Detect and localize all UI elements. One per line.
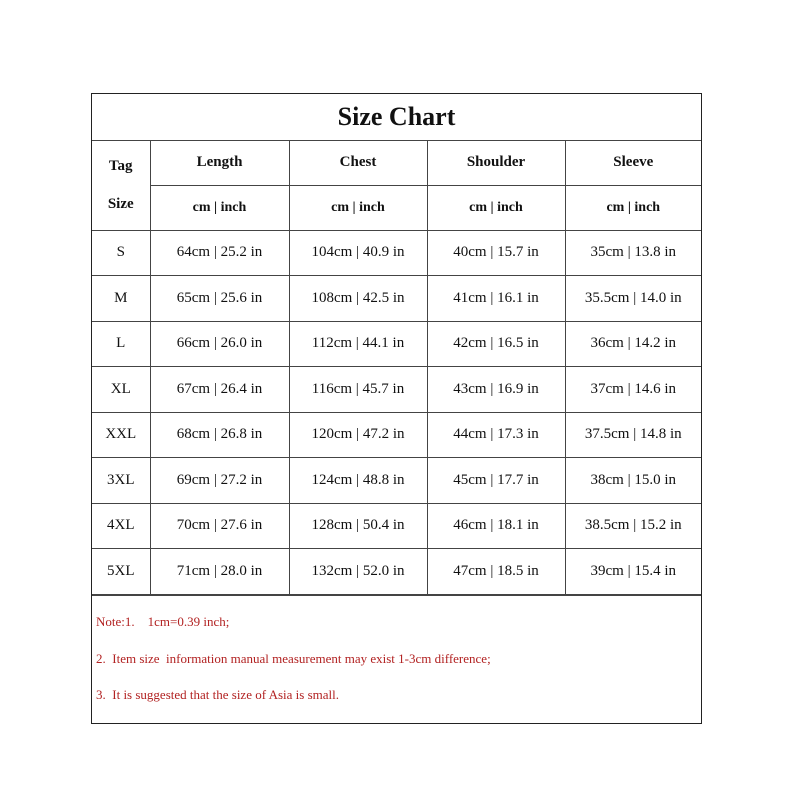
tag-size-header: [92, 140, 150, 230]
size-table: [92, 94, 701, 595]
length-cell: 64cm | 25.2 in: [150, 230, 289, 276]
chest-cell: 104cm | 40.9 in: [289, 230, 427, 276]
size-cell: M: [92, 276, 150, 322]
chest-cell: 116cm | 45.7 in: [289, 367, 427, 413]
unit-label-shoulder: cm | inch: [427, 185, 565, 230]
table-row: [92, 276, 701, 322]
note-1: Note:1. 1cm=0.39 inch;: [96, 613, 230, 629]
unit-label-sleeve: cm | inch: [565, 185, 701, 230]
chest-cell: 132cm | 52.0 in: [289, 549, 427, 595]
size-cell: XL: [92, 367, 150, 413]
unit-label-length: cm | inch: [150, 185, 289, 230]
length-cell: 69cm | 27.2 in: [150, 458, 289, 504]
table-row: [92, 230, 701, 276]
sleeve-cell: 37cm | 14.6 in: [565, 367, 701, 413]
length-cell: 70cm | 27.6 in: [150, 503, 289, 549]
size-cell: 3XL: [92, 458, 150, 504]
shoulder-cell: 41cm | 16.1 in: [427, 276, 565, 322]
size-chart: [91, 93, 702, 724]
size-cell: 5XL: [92, 549, 150, 595]
sleeve-cell: 38cm | 15.0 in: [565, 458, 701, 504]
chart-title: Size Chart: [92, 94, 701, 140]
table-row: [92, 549, 701, 595]
sleeve-cell: 35cm | 13.8 in: [565, 230, 701, 276]
length-cell: 66cm | 26.0 in: [150, 321, 289, 367]
shoulder-cell: 46cm | 18.1 in: [427, 503, 565, 549]
table-row: [92, 367, 701, 413]
tag-size-line2: Size: [107, 196, 134, 212]
size-cell: 4XL: [92, 503, 150, 549]
column-header-shoulder: Shoulder: [427, 140, 565, 185]
sleeve-cell: 38.5cm | 15.2 in: [565, 503, 701, 549]
table-row: [92, 321, 701, 367]
chest-cell: 120cm | 47.2 in: [289, 412, 427, 458]
shoulder-cell: 43cm | 16.9 in: [427, 367, 565, 413]
column-header-length: Length: [150, 140, 289, 185]
column-header-sleeve: Sleeve: [565, 140, 701, 185]
notes-section: [92, 595, 701, 723]
shoulder-cell: 44cm | 17.3 in: [427, 412, 565, 458]
chest-cell: 128cm | 50.4 in: [289, 503, 427, 549]
size-cell: L: [92, 321, 150, 367]
shoulder-cell: 45cm | 17.7 in: [427, 458, 565, 504]
shoulder-cell: 42cm | 16.5 in: [427, 321, 565, 367]
tag-size-line1: Tag: [108, 158, 133, 174]
unit-label-chest: cm | inch: [289, 185, 427, 230]
length-cell: 68cm | 26.8 in: [150, 412, 289, 458]
size-cell: S: [92, 230, 150, 276]
sleeve-cell: 36cm | 14.2 in: [565, 321, 701, 367]
size-cell: XXL: [92, 412, 150, 458]
length-cell: 71cm | 28.0 in: [150, 549, 289, 595]
table-row: [92, 503, 701, 549]
table-row: [92, 412, 701, 458]
sleeve-cell: 39cm | 15.4 in: [565, 549, 701, 595]
chest-cell: 108cm | 42.5 in: [289, 276, 427, 322]
column-header-chest: Chest: [289, 140, 427, 185]
chest-cell: 124cm | 48.8 in: [289, 458, 427, 504]
chest-cell: 112cm | 44.1 in: [289, 321, 427, 367]
sleeve-cell: 35.5cm | 14.0 in: [565, 276, 701, 322]
note-3: 3. It is suggested that the size of Asia is small.: [96, 686, 339, 702]
shoulder-cell: 40cm | 15.7 in: [427, 230, 565, 276]
length-cell: 67cm | 26.4 in: [150, 367, 289, 413]
length-cell: 65cm | 25.6 in: [150, 276, 289, 322]
note-2: 2. Item size information manual measurement may exist 1-3cm difference;: [96, 650, 491, 666]
sleeve-cell: 37.5cm | 14.8 in: [565, 412, 701, 458]
table-row: [92, 458, 701, 504]
shoulder-cell: 47cm | 18.5 in: [427, 549, 565, 595]
